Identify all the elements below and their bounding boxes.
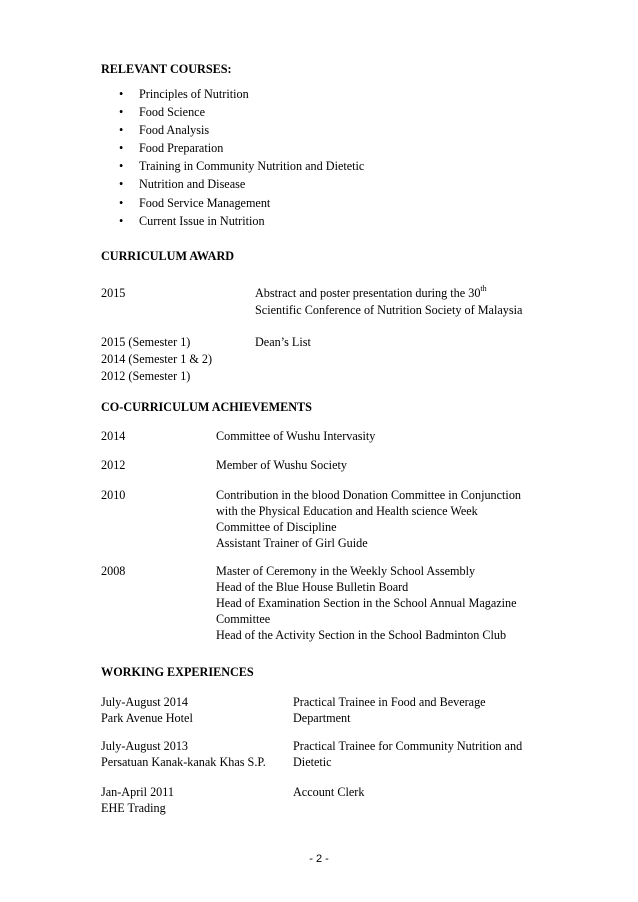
work-role: Dietetic	[293, 755, 332, 769]
course-item: • Training in Community Nutrition and Dietetic	[101, 158, 364, 176]
achievement-year: 2012	[101, 458, 126, 472]
achievement-text: Head of the Blue House Bulletin Board	[216, 580, 409, 594]
award-year: 2012 (Semester 1)	[101, 369, 191, 383]
achievement-text: Master of Ceremony in the Weekly School Assembly	[216, 564, 476, 578]
award-year: 2014 (Semester 1 & 2)	[101, 352, 213, 366]
bullet-icon: •	[119, 159, 124, 174]
award-year: 2015	[101, 286, 126, 300]
bullet-icon: •	[119, 87, 124, 101]
page-number: - 2 -	[309, 853, 329, 865]
achievement-text: Member of Wushu Society	[216, 458, 347, 472]
bullet-icon: •	[119, 177, 124, 192]
award-description: Scientific Conference of Nutrition Society of Malaysia	[255, 303, 523, 317]
achievement-text: Head of Examination Section in the School Annual Magazine	[216, 596, 517, 610]
award-year: 2015 (Semester 1)	[101, 335, 191, 349]
work-role: Department	[293, 711, 351, 725]
course-item: • Food Science	[101, 104, 364, 122]
course-item: • Principles of Nutrition	[101, 86, 364, 104]
achievement-text: Committee of Wushu Intervasity	[216, 429, 376, 443]
course-item: • Food Service Management	[101, 195, 364, 213]
relevant-courses-heading: RELEVANT COURSES:	[101, 62, 232, 76]
achievement-text: Committee	[216, 612, 271, 626]
work-place: Persatuan Kanak-kanak Khas S.P.	[101, 755, 266, 769]
achievement-year: 2008	[101, 564, 126, 578]
working-experiences-heading: WORKING EXPERIENCES	[101, 665, 254, 679]
course-item: • Current Issue in Nutrition	[101, 213, 364, 231]
achievement-text: Assistant Trainer of Girl Guide	[216, 536, 368, 550]
achievement-year: 2010	[101, 488, 126, 502]
achievement-text: Head of the Activity Section in the School Badminton Club	[216, 628, 507, 642]
award-description: Abstract and poster presentation during the 30th	[255, 283, 487, 300]
course-item: • Nutrition and Disease	[101, 176, 364, 194]
award-description: Dean’s List	[255, 335, 311, 349]
bullet-icon: •	[119, 105, 124, 120]
curriculum-award-heading: CURRICULUM AWARD	[101, 249, 235, 263]
course-item: • Food Analysis	[101, 122, 364, 140]
bullet-icon: •	[119, 195, 124, 210]
work-role: Practical Trainee for Community Nutrition and	[293, 739, 523, 753]
work-place: EHE Trading	[101, 801, 166, 815]
achievement-text: Contribution in the blood Donation Committee in Conjunction	[216, 488, 522, 502]
work-role: Practical Trainee in Food and Beverage	[293, 695, 486, 709]
bullet-icon: •	[119, 123, 124, 138]
achievement-text: Committee of Discipline	[216, 520, 337, 534]
course-item: • Food Preparation	[101, 140, 364, 158]
work-period: July-August 2013	[101, 739, 189, 753]
work-role: Account Clerk	[293, 785, 365, 799]
work-place: Park Avenue Hotel	[101, 711, 193, 725]
co-curriculum-heading: CO-CURRICULUM ACHIEVEMENTS	[101, 400, 312, 414]
work-period: July-August 2014	[101, 695, 189, 709]
bullet-icon: •	[119, 141, 124, 156]
bullet-icon: •	[119, 213, 124, 228]
achievement-text: with the Physical Education and Health science Week	[216, 504, 478, 518]
work-period: Jan-April 2011	[101, 785, 174, 799]
courses-list	[101, 86, 364, 231]
achievement-year: 2014	[101, 429, 126, 443]
